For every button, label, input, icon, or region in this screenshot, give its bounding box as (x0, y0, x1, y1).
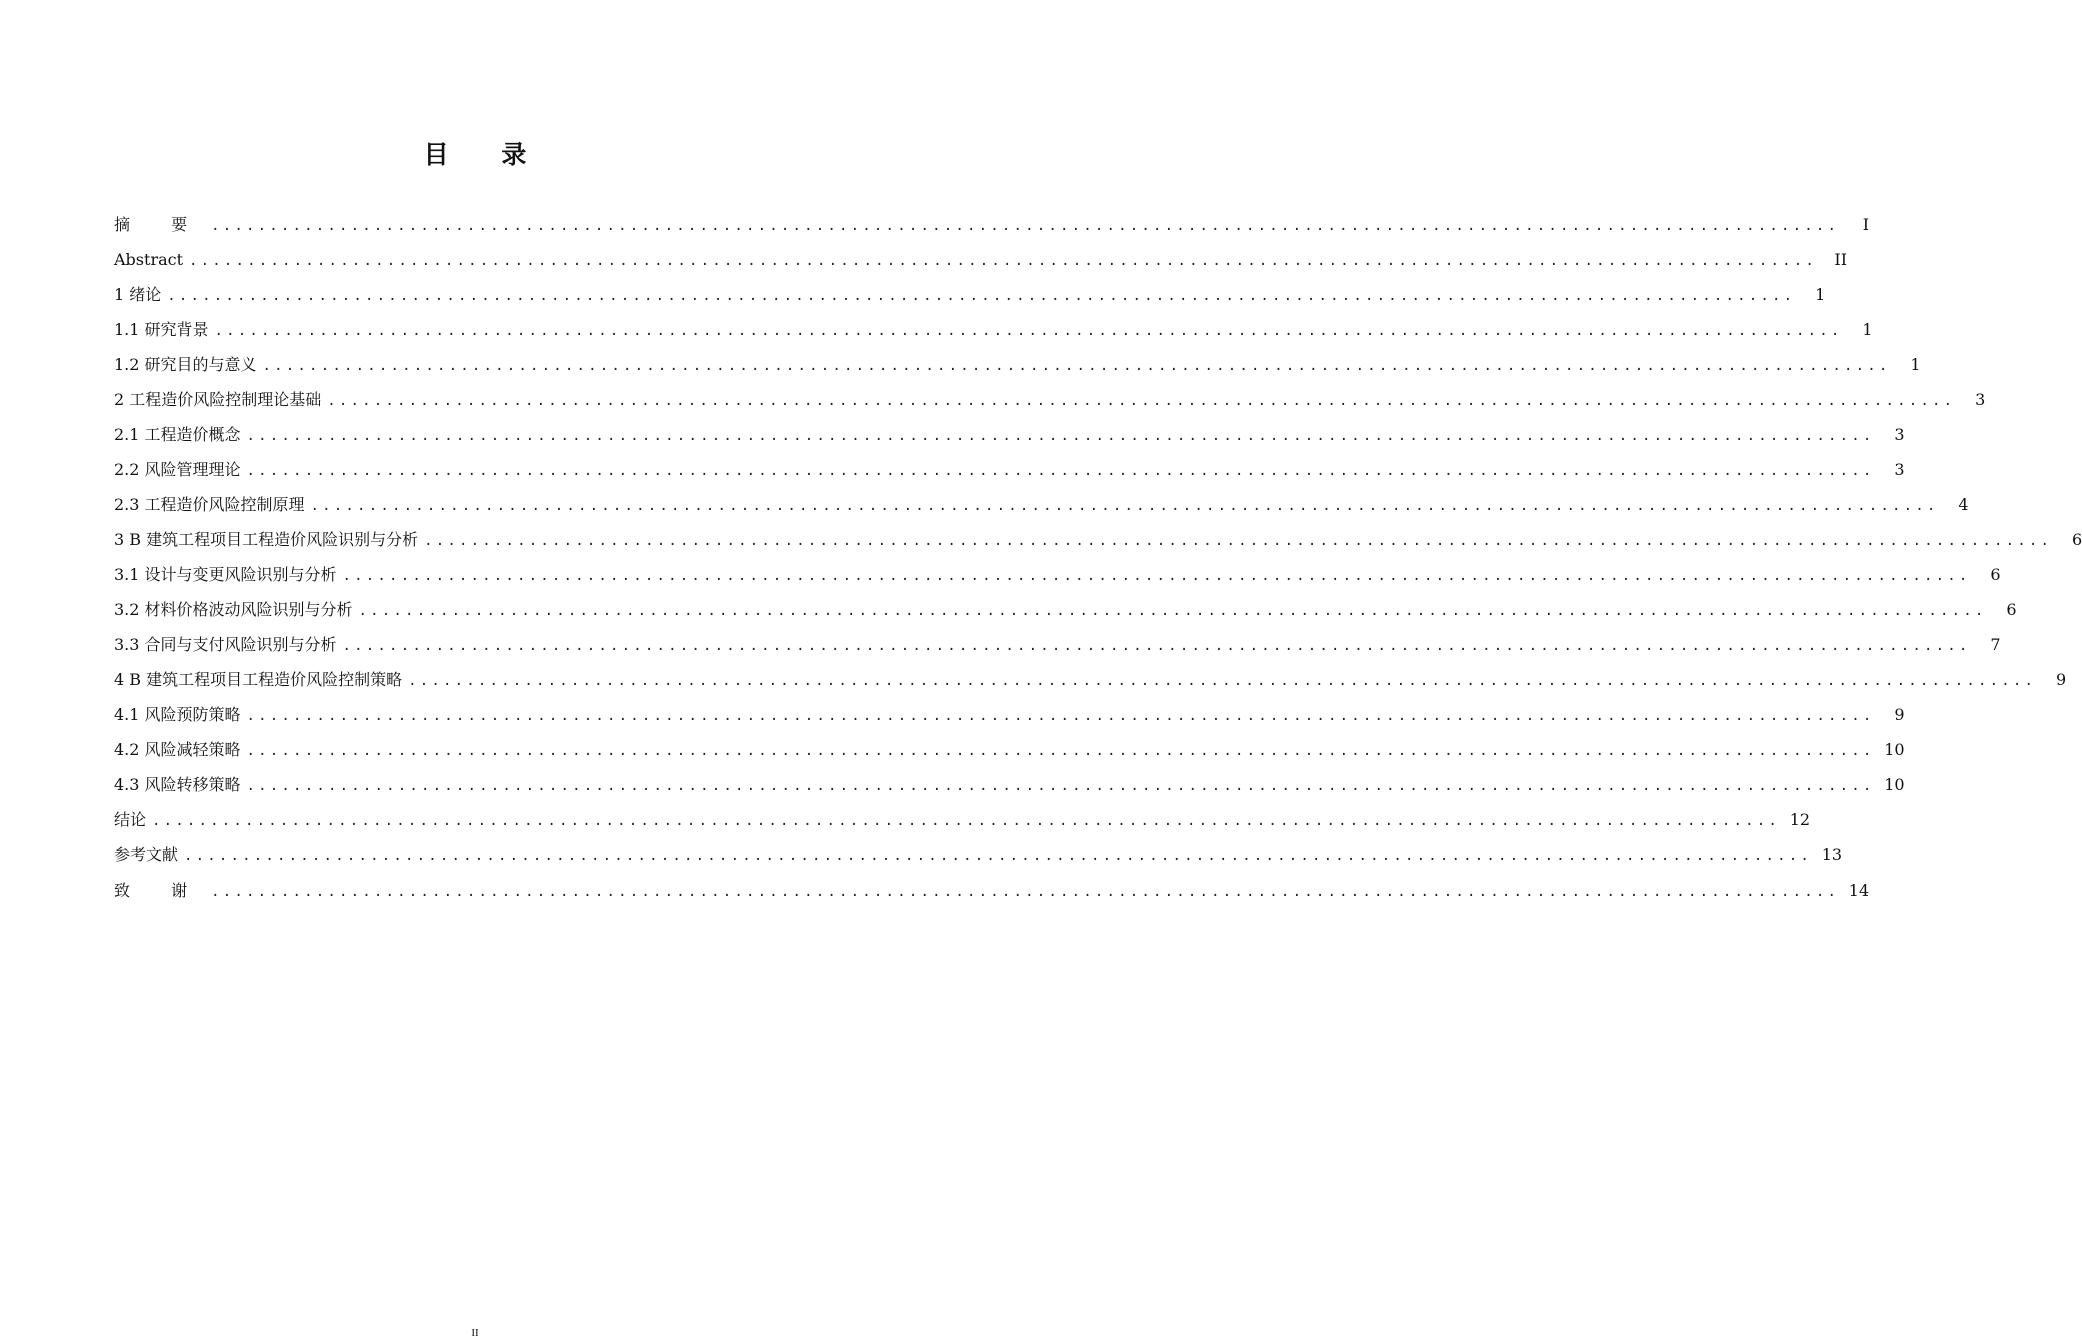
toc-entry-label: 1.1 研究背景 (114, 320, 209, 339)
toc-entry-section-4-2[interactable] (114, 732, 1905, 767)
toc-dot-leader: ............................................................................................................................................ (408, 673, 2037, 689)
toc-entry-page: 1 (1862, 320, 1873, 339)
toc-entry-label: 2.2 风险管理理论 (114, 460, 241, 479)
toc-entry-references[interactable] (114, 837, 1843, 872)
toc-entry-section-2-3[interactable] (114, 487, 1969, 522)
toc-entry-page: 10 (1884, 775, 1905, 794)
toc-entry-chapter-3[interactable] (114, 522, 2082, 557)
toc-entry-label: 结论 (114, 810, 147, 829)
toc-dot-leader: ............................................................................................................................................ (246, 428, 1875, 444)
toc-entry-section-3-2[interactable] (114, 592, 2017, 627)
toc-entry-page: 9 (1894, 705, 1905, 724)
toc-list (114, 207, 2082, 908)
toc-entry-page: 9 (2055, 670, 2067, 689)
toc-entry-label: 摘 要 (114, 215, 206, 234)
toc-entry-section-3-1[interactable] (114, 557, 2001, 592)
toc-entry-label: 致 谢 (114, 881, 206, 900)
toc-dot-leader: ............................................................................................................................................ (184, 848, 1813, 864)
toc-entry-page: 4 (1958, 495, 1969, 514)
toc-dot-leader: ............................................................................................................................................ (327, 393, 1956, 409)
toc-dot-leader: ............................................................................................................................................ (262, 358, 1891, 374)
toc-dot-leader: ............................................................................................................................................ (167, 288, 1796, 304)
toc-entry-label: 3.2 材料价格波动风险识别与分析 (114, 600, 353, 619)
toc-entry-label: 4 B 建筑工程项目工程造价风险控制策略 (114, 670, 403, 689)
toc-entry-page: 6 (2071, 530, 2082, 549)
toc-entry-page: 1 (1910, 355, 1921, 374)
toc-entry-page: 6 (1990, 565, 2001, 584)
toc-entry-label: 3.3 合同与支付风险识别与分析 (114, 635, 337, 654)
toc-entry-label: Abstract (114, 250, 184, 269)
toc-entry-label: 2.1 工程造价概念 (114, 425, 241, 444)
toc-dot-leader: ............................................................................................................................................ (211, 218, 1840, 234)
toc-dot-leader: ............................................................................................................................................ (358, 603, 1987, 619)
toc-entry-chapter-1[interactable] (114, 277, 1826, 312)
toc-entry-section-1-1[interactable] (114, 312, 1873, 347)
toc-entry-section-2-2[interactable] (114, 452, 1905, 487)
toc-entry-label: 2 工程造价风险控制理论基础 (114, 390, 322, 409)
toc-entry-page: I (1862, 215, 1870, 234)
toc-entry-page: 3 (1894, 425, 1905, 444)
toc-entry-section-1-2[interactable] (114, 347, 1921, 382)
toc-entry-page: 12 (1789, 810, 1811, 829)
toc-entry-chapter-4[interactable] (114, 662, 2067, 697)
toc-entry-label: 参考文献 (114, 845, 179, 864)
toc-entry-page: 10 (1884, 740, 1905, 759)
toc-entry-page: II (1834, 250, 1848, 269)
toc-dot-leader: ............................................................................................................................................ (310, 498, 1939, 514)
toc-entry-page: 7 (1990, 635, 2001, 654)
toc-dot-leader: ............................................................................................................................................ (246, 463, 1875, 479)
toc-dot-leader: ............................................................................................................................................ (214, 323, 1843, 339)
toc-entry-acknowledgements[interactable] (114, 873, 1870, 908)
footer-page-number: II (471, 1327, 479, 1339)
toc-entry-abstract-cn[interactable] (114, 207, 1870, 242)
toc-entry-page: 6 (2006, 600, 2017, 619)
toc-dot-leader: ............................................................................................................................................ (424, 533, 2053, 549)
toc-entry-label: 4.3 风险转移策略 (114, 775, 241, 794)
toc-entry-conclusion[interactable] (114, 802, 1811, 837)
toc-entry-page: 14 (1848, 881, 1870, 900)
toc-title: 目 录 (423, 139, 549, 169)
toc-entry-chapter-2[interactable] (114, 382, 1986, 417)
toc-entry-label: 4.1 风险预防策略 (114, 705, 241, 724)
toc-dot-leader: ............................................................................................................................................ (211, 884, 1840, 900)
toc-entry-label: 2.3 工程造价风险控制原理 (114, 495, 305, 514)
toc-dot-leader: ............................................................................................................................................ (342, 568, 1971, 584)
toc-entry-label: 1.2 研究目的与意义 (114, 355, 257, 374)
toc-entry-page: 13 (1821, 845, 1843, 864)
toc-entry-label: 4.2 风险减轻策略 (114, 740, 241, 759)
toc-dot-leader: ............................................................................................................................................ (246, 743, 1875, 759)
toc-dot-leader: ............................................................................................................................................ (246, 778, 1875, 794)
toc-entry-page: 1 (1815, 285, 1826, 304)
toc-entry-section-4-3[interactable] (114, 767, 1905, 802)
toc-entry-page: 3 (1894, 460, 1905, 479)
toc-entry-section-4-1[interactable] (114, 697, 1905, 732)
toc-dot-leader: ............................................................................................................................................ (152, 813, 1781, 829)
toc-dot-leader: ............................................................................................................................................ (189, 253, 1818, 269)
toc-entry-page: 3 (1975, 390, 1986, 409)
toc-entry-label: 3.1 设计与变更风险识别与分析 (114, 565, 337, 584)
toc-entry-section-3-3[interactable] (114, 627, 2001, 662)
toc-entry-section-2-1[interactable] (114, 417, 1905, 452)
toc-dot-leader: ............................................................................................................................................ (246, 708, 1875, 724)
toc-entry-label: 3 B 建筑工程项目工程造价风险识别与分析 (114, 530, 419, 549)
toc-dot-leader: ............................................................................................................................................ (342, 638, 1971, 654)
toc-entry-abstract-en[interactable] (114, 242, 1848, 277)
toc-entry-label: 1 绪论 (114, 285, 162, 304)
